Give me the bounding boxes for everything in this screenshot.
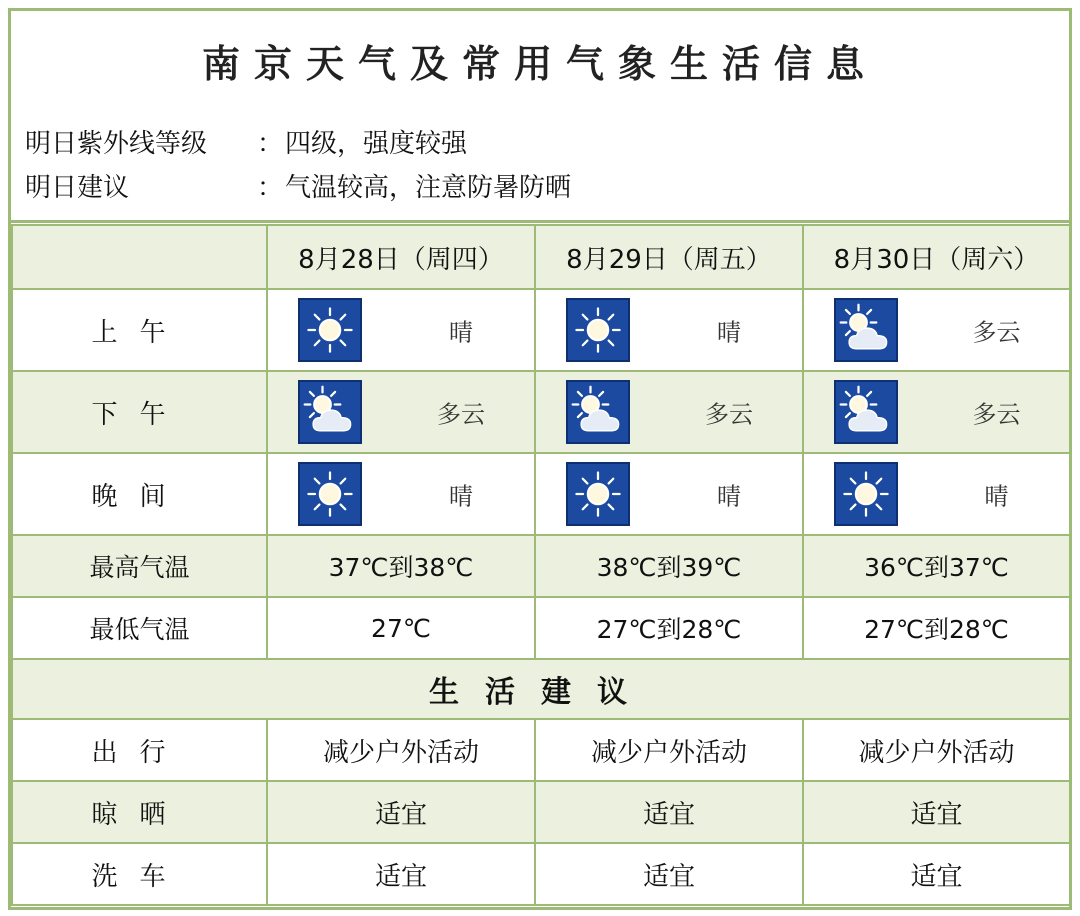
sun-icon <box>298 298 362 362</box>
partly-cloudy-icon <box>566 380 630 444</box>
max-temp-value: 37℃到38℃ <box>267 535 535 597</box>
weather-cell <box>804 454 1069 534</box>
partly-cloudy-icon <box>834 380 898 444</box>
row-label: 上午 <box>12 289 267 371</box>
uv-separator: ： <box>257 129 284 159</box>
drying-row <box>12 781 1070 843</box>
min-temp-row <box>12 597 1070 659</box>
row-label: 出行 <box>12 719 267 781</box>
partly-cloudy-icon <box>834 298 898 362</box>
date-header-row <box>12 225 1070 289</box>
weather-cell <box>536 372 802 452</box>
weather-cell <box>536 454 802 534</box>
weather-cell <box>268 372 534 452</box>
weather-cell <box>268 454 534 534</box>
advice-value-cell: 适宜 <box>803 843 1070 905</box>
weather-text: 多云 <box>705 400 753 429</box>
partly-cloudy-icon <box>298 380 362 444</box>
uv-label: 明日紫外线等级 <box>25 129 208 159</box>
max-temp-row <box>12 535 1070 597</box>
row-label: 晚间 <box>12 453 267 535</box>
advice-value-cell: 适宜 <box>267 843 535 905</box>
uv-value: 四级，强度较强 <box>285 129 468 159</box>
weather-info-sheet <box>8 8 1072 910</box>
advice-value-cell: 适宜 <box>535 781 803 843</box>
advice-value-cell: 减少户外活动 <box>535 719 803 781</box>
min-temp-value: 27℃到28℃ <box>535 597 803 659</box>
weather-text: 晴 <box>449 318 473 347</box>
weather-text: 多云 <box>972 318 1021 347</box>
morning-row <box>12 289 1070 371</box>
min-temp-value: 27℃到28℃ <box>803 597 1070 659</box>
sun-icon <box>298 462 362 526</box>
weather-cell <box>804 372 1069 452</box>
row-label: 最高气温 <box>12 535 267 597</box>
life-section-row <box>12 659 1070 719</box>
afternoon-row <box>12 371 1070 453</box>
evening-row <box>12 453 1070 535</box>
advice-value: 气温较高，注意防暑防晒 <box>285 173 572 203</box>
corner-cell <box>12 225 267 289</box>
page-title: 南京天气及常用气象生活信息 <box>201 41 878 86</box>
advice-value-cell: 适宜 <box>535 843 803 905</box>
max-temp-value: 38℃到39℃ <box>535 535 803 597</box>
min-temp-value: 27℃ <box>267 597 535 659</box>
date-cell: 8月30日（周六） <box>803 225 1070 289</box>
sun-icon <box>566 462 630 526</box>
weather-text: 多云 <box>972 400 1021 429</box>
weather-text: 晴 <box>717 318 741 347</box>
row-label: 最低气温 <box>12 597 267 659</box>
advice-value-cell: 适宜 <box>803 781 1070 843</box>
sun-icon <box>834 462 898 526</box>
section-heading: 生活建议 <box>12 659 1070 719</box>
date-cell: 8月28日（周四） <box>267 225 535 289</box>
date-cell: 8月29日（周五） <box>535 225 803 289</box>
forecast-table <box>11 224 1071 906</box>
advice-value-cell: 适宜 <box>267 781 535 843</box>
weather-cell <box>268 290 534 370</box>
advice-value-cell: 减少户外活动 <box>267 719 535 781</box>
row-label: 晾晒 <box>12 781 267 843</box>
weather-text: 多云 <box>437 400 485 429</box>
car-wash-row <box>12 843 1070 905</box>
uv-row <box>25 123 467 160</box>
weather-cell <box>536 290 802 370</box>
advice-label: 明日建议 <box>25 173 130 203</box>
row-label: 下午 <box>12 371 267 453</box>
travel-row <box>12 719 1070 781</box>
header-panel <box>11 11 1069 223</box>
advice-row <box>25 167 571 204</box>
max-temp-value: 36℃到37℃ <box>803 535 1070 597</box>
advice-value-cell: 减少户外活动 <box>803 719 1070 781</box>
weather-text: 晴 <box>449 482 473 511</box>
weather-cell <box>804 290 1069 370</box>
advice-separator: ： <box>257 173 284 203</box>
row-label: 洗车 <box>12 843 267 905</box>
weather-text: 晴 <box>717 482 741 511</box>
sun-icon <box>566 298 630 362</box>
weather-text: 晴 <box>984 482 1009 511</box>
